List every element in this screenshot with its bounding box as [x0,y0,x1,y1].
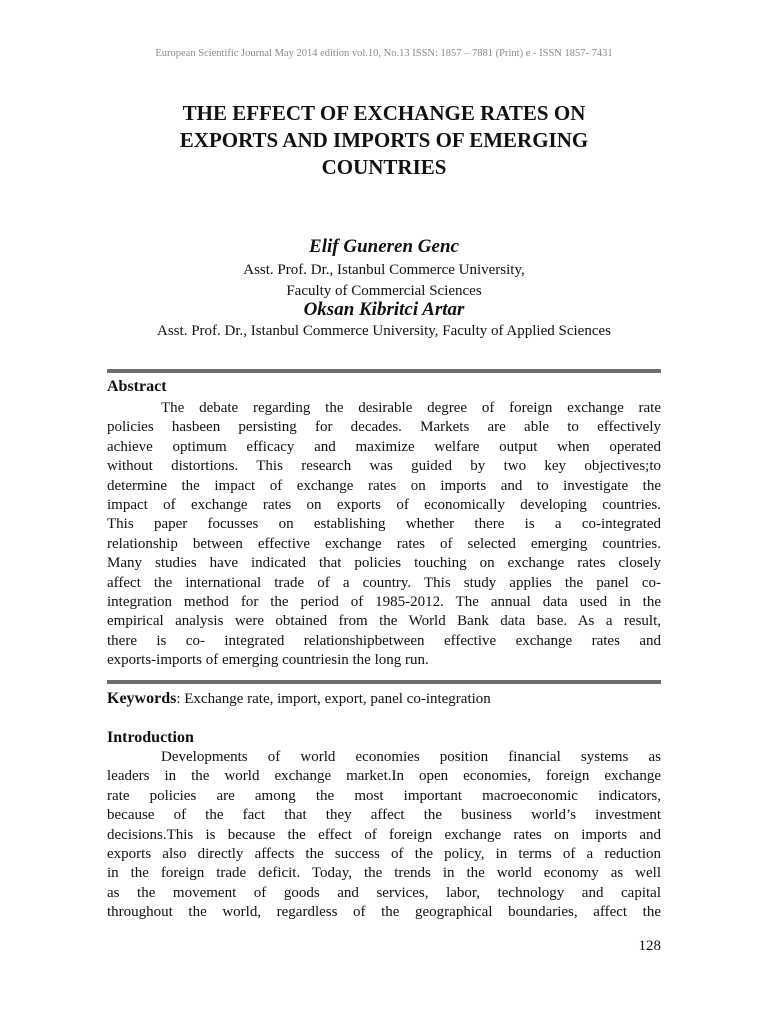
author-name-1: Elif Guneren Genc [309,236,459,257]
title-line: COUNTRIES [321,155,447,179]
abstract-line: This paper focusses on establishing whether there is a co-integrated [107,516,661,533]
keywords-label: Keywords [107,690,177,707]
introduction-line: as the movement of goods and services, labor, technology and capital [107,884,661,901]
abstract-top-rule [107,369,661,373]
title-line: THE EFFECT OF EXCHANGE RATES ON [182,101,586,125]
affiliation-line: Faculty of Commercial Sciences [286,283,482,299]
abstract-line: empirical analysis were obtained from the World Bank data base. As a result, [107,613,661,630]
introduction-line: in the foreign trade deficit. Today, the trends in the world economy as well [107,865,661,882]
abstract-line: The debate regarding the desirable degree of foreign exchange rate [161,400,661,416]
author-affiliation-1 [0,260,768,302]
abstract-bottom-rule [107,680,661,684]
abstract-line: integration method for the period of 1985-2012. The annual data used in the [107,594,661,611]
introduction-line: throughout the world, regardless of the geographical boundaries, affect the [107,904,661,921]
abstract-heading: Abstract [107,378,167,395]
introduction-line: because of the fact that they affect the business world’s investment [107,807,661,824]
abstract-line: achieve optimum efficacy and maximize welfare output when operated [107,438,661,455]
introduction-line: leaders in the world exchange market.In open economies, foreign exchange [107,768,661,785]
keywords [107,690,661,708]
abstract-body [107,399,661,671]
abstract-line: Many studies have indicated that policies touching on exchange rates closely [107,555,661,572]
abstract-line: determine the impact of exchange rates on imports and to investigate the [107,477,661,494]
running-head: European Scientific Journal May 2014 edition vol.10, No.13 ISSN: 1857 – 7881 (Print) e - ISSN 1857- 7431 [155,48,613,59]
title-line: EXPORTS AND IMPORTS OF EMERGING [179,128,589,152]
author-affiliation-2 [0,321,768,342]
introduction-line: Developments of world economies position financial systems as [161,749,661,765]
introduction-line: exports also directly affects the success of the policy, in terms of a reduction [107,846,661,863]
abstract-line: policies hasbeen persisting for decades. Markets are able to effectively [107,419,661,436]
abstract-line: affect the international trade of a country. This study applies the panel co- [107,574,661,591]
introduction-line: decisions.This is because the effect of foreign exchange rates on imports and [107,826,661,843]
abstract-line: impact of exchange rates on exports of economically developing countries. [107,497,661,514]
abstract-line: without distortions. This research was guided by two key objectives;to [107,458,661,475]
introduction-heading: Introduction [107,729,194,746]
introduction-line: rate policies are among the most important macroeconomic indicators, [107,787,661,804]
affiliation-line: Asst. Prof. Dr., Istanbul Commerce University, [243,262,525,278]
introduction-body [107,748,661,923]
keywords-text: : Exchange rate, import, export, panel co-integration [176,691,491,707]
abstract-line: exports-imports of emerging countriesin the long run. [107,652,429,669]
page-number: 128 [638,938,661,954]
abstract-line: there is co- integrated relationshipbetween effective exchange rates and [107,632,661,649]
abstract-line: relationship between effective exchange rates of selected emerging countries. [107,535,661,552]
paper-title [90,100,678,181]
affiliation-line: Asst. Prof. Dr., Istanbul Commerce University, Faculty of Applied Sciences [157,323,611,339]
author-name-2: Oksan Kibritci Artar [303,299,465,320]
